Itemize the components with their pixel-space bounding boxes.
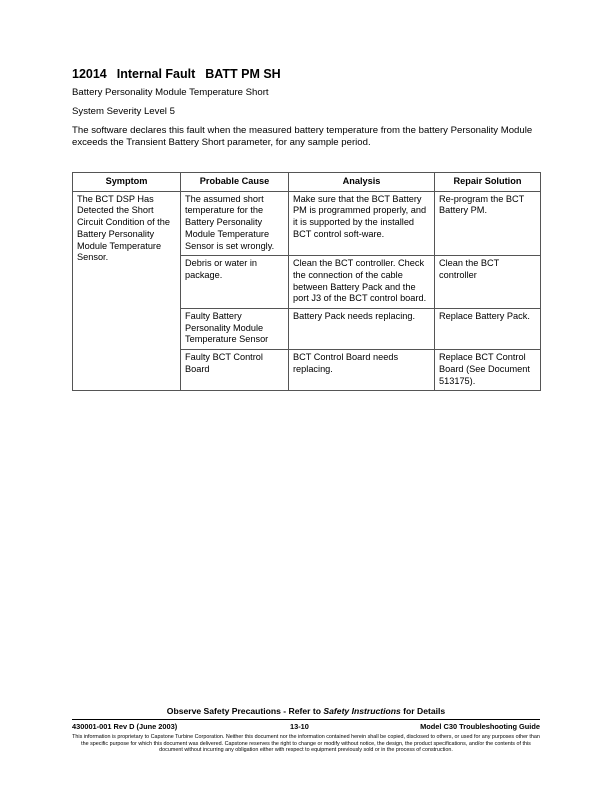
cause-cell: Faulty Battery Personality Module Temperature Sensor [181, 309, 289, 350]
cause-cell: Faulty BCT Control Board [181, 350, 289, 391]
analysis-cell: Battery Pack needs replacing. [289, 309, 435, 350]
safety-notice [0, 706, 612, 716]
fault-explanation: The software declares this fault when the measured battery temperature from the battery Personality Module exceeds the Transient Battery Short parameter, for any sample period. [72, 125, 533, 148]
analysis-cell: BCT Control Board needs replacing. [289, 350, 435, 391]
header-symptom: Symptom [73, 173, 181, 192]
guide-title: Model C30 Troubleshooting Guide [420, 722, 540, 731]
severity-level: System Severity Level 5 [72, 106, 175, 117]
fault-description: Battery Personality Module Temperature Short [72, 87, 269, 98]
solution-cell: Replace BCT Control Board (See Document 513175). [435, 350, 541, 391]
safety-prefix: Observe Safety Precautions - Refer to [166, 706, 324, 716]
header-analysis: Analysis [289, 173, 435, 192]
proprietary-notice: This information is proprietary to Capstone Turbine Corporation. Neither this document nor the information contained herein shall be copied, disclosed to others, or used for any purposes other than the specific purpose for which this document was delivered. Capstone reserves the right to change or modify without notice, the design, the product specifications, and/or the contents of this document without incurring any obligation either with respect to equipment previously sold or in the process of construction. [72, 734, 540, 754]
troubleshooting-table [72, 172, 541, 391]
safety-suffix: for Details [400, 706, 446, 716]
symptom-text: The BCT DSP Has Detected the Short Circuit Condition of the Battery Personality Module Temperature Sensor. [77, 193, 170, 263]
fault-short-code: BATT PM SH [205, 67, 281, 81]
cause-cell: The assumed short temperature for the Battery Personality Module Temperature Sensor is set wrongly. [181, 191, 289, 256]
fault-code: 12014 [72, 67, 107, 81]
footer-divider [72, 719, 540, 720]
cause-cell: Debris or water in package. [181, 256, 289, 309]
solution-cell: Replace Battery Pack. [435, 309, 541, 350]
table-header-row [73, 173, 541, 192]
symptom-cell [73, 191, 181, 391]
fault-name: Internal Fault [116, 67, 196, 81]
header-probable-cause: Probable Cause [181, 173, 289, 192]
solution-cell: Clean the BCT controller [435, 256, 541, 309]
document-number: 430001-001 Rev D (June 2003) [72, 722, 178, 731]
analysis-cell: Clean the BCT controller. Check the connection of the cable between Battery Pack and the port J3 of the BCT control board. [289, 256, 435, 309]
page-number: 13-10 [290, 722, 309, 731]
table-row [73, 191, 541, 256]
analysis-cell: Make sure that the BCT Battery PM is programmed properly, and it is supported by the installed BCT control soft-ware. [289, 191, 435, 256]
fault-heading [72, 67, 281, 81]
safety-instructions-ref: Safety Instructions [323, 706, 401, 716]
header-repair-solution: Repair Solution [435, 173, 541, 192]
solution-cell: Re-program the BCT Battery PM. [435, 191, 541, 256]
